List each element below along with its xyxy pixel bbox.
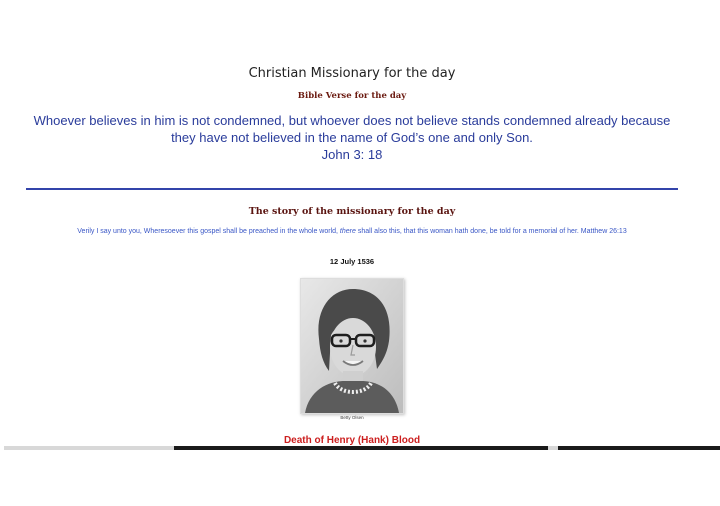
bottom-rule-gap (548, 446, 558, 450)
bottom-rule-right (558, 446, 720, 450)
verse-text: Whoever believes in him is not condemned, but whoever does not believe stands condemned already because they have not believed in the name of God’s one and only Son. (33, 113, 671, 145)
photo-caption: Betty Olsen (340, 415, 364, 420)
story-date: 12 July 1536 (329, 257, 375, 266)
verse-block (24, 112, 680, 163)
memorial-quote (0, 228, 704, 235)
story-title: The story of the missionary for the day (248, 206, 456, 217)
section-divider (26, 188, 678, 190)
quote-part-2: shall also this, that this woman hath done, be told for a memorial of her. Matthew 26:13 (355, 228, 627, 235)
death-heading[interactable]: Death of Henry (Hank) Blood (283, 435, 421, 446)
quote-part-1: Verily I say unto you, Wheresoever this gospel shall be preached in the whole world, (77, 228, 340, 235)
quote-emphasis: there (339, 228, 356, 235)
bottom-rule-dark (174, 446, 548, 450)
page-title: Christian Missionary for the day (248, 66, 456, 81)
portrait-photo-icon (301, 279, 403, 413)
bottom-rule-left-light (4, 446, 174, 450)
bible-verse-subtitle: Bible Verse for the day (297, 91, 407, 101)
missionary-photo[interactable] (300, 278, 404, 414)
verse-reference: John 3: 18 (321, 147, 383, 162)
